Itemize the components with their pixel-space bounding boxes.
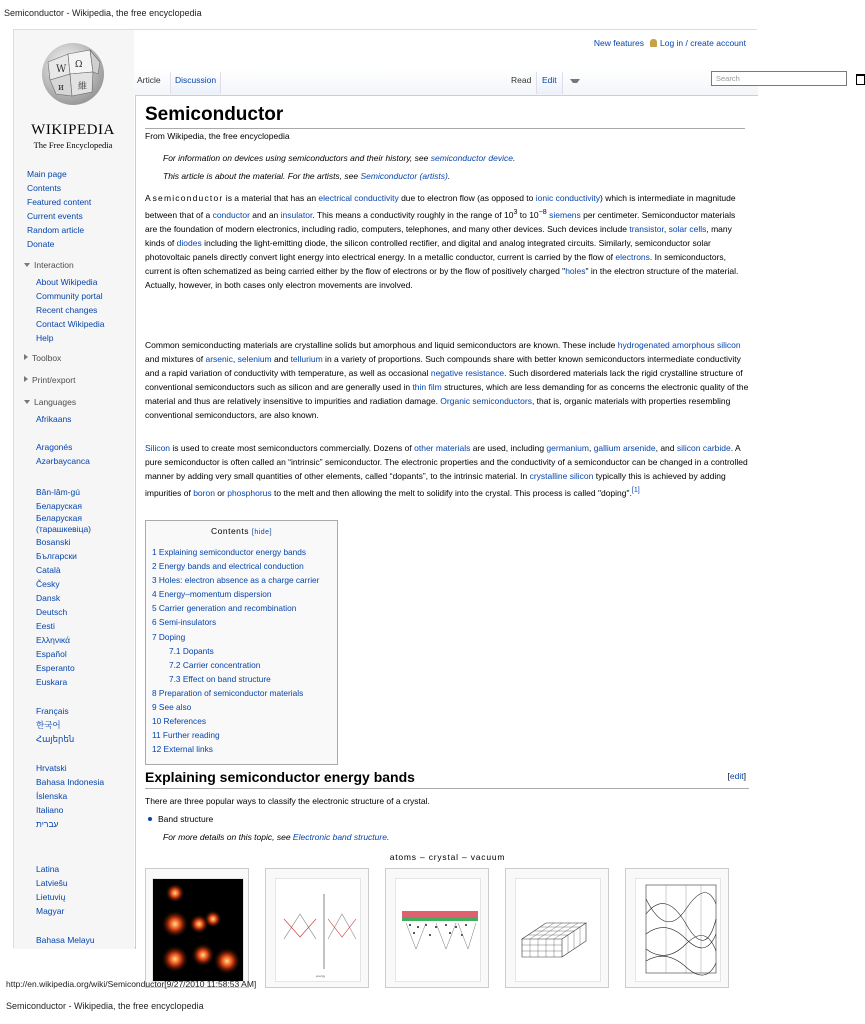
energy-diagram-image	[275, 878, 361, 982]
toc-item[interactable]: 5 Carrier generation and recombination	[152, 603, 297, 614]
nav-donate[interactable]: Donate	[27, 239, 55, 250]
lang-link[interactable]: Deutsch	[36, 607, 68, 617]
inline-link[interactable]: electrical conductivity	[318, 193, 399, 203]
toc-item[interactable]: 7 Doping	[152, 631, 186, 642]
nav-featured-content[interactable]: Featured content	[27, 197, 92, 208]
band-graphic	[396, 879, 482, 983]
lang-link[interactable]: Azərbaycanca	[36, 456, 90, 466]
toc-item[interactable]: 7.1 Dopants	[169, 645, 214, 656]
inline-link[interactable]: siemens	[549, 209, 581, 220]
lang-link[interactable]: Latina	[36, 864, 60, 874]
page-title: Semiconductor	[145, 104, 745, 129]
hatnote-band-structure: For more details on this topic, see Electronic band structure.	[163, 832, 390, 842]
toc-item[interactable]: 6 Semi-insulators	[152, 617, 217, 628]
new-features-link[interactable]: New features	[593, 38, 644, 48]
nav-help[interactable]: Help	[36, 333, 54, 344]
toc-item[interactable]: 4 Energy–momentum dispersion	[152, 589, 272, 600]
lang-link[interactable]: 한국어	[36, 720, 61, 730]
lang-link[interactable]: Français	[36, 706, 69, 716]
portal-toolbox-heading[interactable]: Toolbox	[24, 353, 61, 363]
personal-tools	[594, 38, 746, 48]
paragraph-amorphous: Common semiconducting materials are crystalline solids but amorphous and liquid semiconductors are known. These include hydrogenated amorphous silicon and mixtures of arsenic, selenium and tellurium in a variety of proportions. Such compounds share with better known semiconductors intermediate conductivity and a rapid variation of conductivity with temperature, as well as occasional negative resistance. Such disordered materials lack the rigid crystalline structure of conventional semiconductors such as silicon and are generally used in thin film structures, which are less demanding for as concerns the electronic quality of the material and thus are relatively insensitive to impurities and radiation damage. Organic semiconductors, that is, organic materials with properties resembling conventional semiconductors, are also known.	[145, 340, 749, 420]
nav-contents[interactable]: Contents	[27, 183, 62, 194]
inline-link[interactable]: silicon carbide	[676, 443, 731, 453]
inline-link[interactable]: hydrogenated amorphous silicon	[617, 340, 741, 350]
inline-link[interactable]: other materials	[414, 443, 471, 453]
table-of-contents	[145, 520, 338, 765]
gallery-thumb[interactable]	[385, 868, 489, 988]
lang-link[interactable]: Català	[36, 565, 61, 575]
toc-item[interactable]: 10 References	[152, 716, 206, 727]
hatnote-device: For information on devices using semiconductors and their history, see semiconductor device.	[163, 153, 516, 163]
tab-read[interactable]: Read	[511, 75, 532, 85]
bullet-icon	[148, 817, 152, 821]
edit-link[interactable]: edit	[729, 771, 744, 781]
inline-link[interactable]: negative resistance	[430, 368, 505, 378]
gallery-thumb[interactable]	[145, 868, 249, 988]
gallery-thumb[interactable]	[265, 868, 369, 988]
language-group	[36, 485, 132, 689]
toc-list	[152, 545, 319, 756]
inline-link[interactable]: Organic semiconductors	[440, 396, 532, 406]
language-group	[36, 440, 132, 468]
lang-link[interactable]: Հայերեն	[36, 734, 75, 744]
nav-about-wikipedia[interactable]: About Wikipedia	[36, 277, 98, 287]
tab-edit[interactable]: Edit	[536, 72, 563, 94]
crystal-lattice-image	[515, 878, 601, 982]
nav-community-portal[interactable]: Community portal	[36, 291, 103, 302]
expand-arrow-icon	[24, 354, 28, 360]
nav-recent-changes[interactable]: Recent changes	[36, 305, 98, 316]
inline-link[interactable]: ionic conductivity	[535, 193, 601, 203]
svg-text:и: и	[58, 83, 64, 93]
toc-item[interactable]: 3 Holes: electron absence as a charge carrier	[152, 575, 320, 586]
collapse-arrow-icon	[24, 400, 30, 404]
toc-item[interactable]: 12 External links	[152, 744, 213, 755]
sidebar	[14, 30, 134, 949]
lang-link[interactable]: Български	[36, 551, 77, 561]
toc-item[interactable]: 2 Energy bands and electrical conduction	[152, 561, 304, 572]
lang-link[interactable]: Беларуская	[36, 501, 82, 511]
nav-main-page[interactable]: Main page	[27, 169, 67, 179]
tab-discussion[interactable]: Discussion	[170, 72, 221, 94]
lang-link[interactable]: Беларуская	[36, 513, 82, 523]
inline-link[interactable]: conductor	[212, 209, 250, 220]
svg-text:Ω: Ω	[75, 60, 83, 70]
lang-link[interactable]: Español	[36, 649, 67, 659]
bullet-item: Band structure	[145, 814, 213, 824]
paragraph-silicon: Silicon is used to create most semiconductors commercially. Dozens of other materials are used, including germanium, gallium arsenide, and silicon carbide. A pure semiconductor is often called an “intrinsic” semiconductor. The electronic properties and the conductivity of a semiconductor can be changed in a controlled manner by adding very small quantities of other elements, called “dopants”, to the intrinsic material. In crystalline silicon typically this is achieved by adding impurities of boron or phosphorus to the melt and then allowing the melt to solidify into the crystal. This process is called "doping".[1]	[145, 443, 748, 498]
wikipedia-tagline: The Free Encyclopedia	[33, 140, 113, 150]
section-intro: There are three popular ways to classify the electronic structure of a crystal.	[145, 796, 430, 806]
toc-item[interactable]: 11 Further reading	[152, 730, 220, 741]
toc-item[interactable]: 8 Preparation of semiconductor materials	[152, 687, 304, 698]
gallery-caption: atoms – crystal – vacuum	[389, 852, 506, 862]
lang-link[interactable]: Esperanto	[36, 663, 75, 673]
search-input[interactable]: Search	[711, 71, 847, 86]
toc-title: Contents [hide]	[210, 526, 273, 536]
page-header	[134, 30, 758, 95]
lang-link[interactable]: Bahasa Indonesia	[36, 777, 105, 787]
gallery-thumb[interactable]	[625, 868, 729, 988]
inline-link[interactable]: Silicon	[145, 443, 171, 453]
inline-link[interactable]: gallium arsenide	[593, 443, 656, 453]
inline-link[interactable]: crystalline silicon	[529, 471, 594, 481]
language-group	[36, 761, 132, 831]
toc-item[interactable]: 7.2 Carrier concentration	[169, 659, 261, 670]
inline-link[interactable]: thin film	[412, 382, 442, 392]
article-content	[135, 95, 758, 978]
print-footer-url: http://en.wikipedia.org/wiki/Semiconductor[9/27/2010 11:58:53 AM]	[6, 979, 257, 989]
lang-link[interactable]: Aragonés	[36, 442, 73, 452]
energy-plot-graphic	[276, 879, 362, 983]
nav-random-article[interactable]: Random article	[27, 225, 85, 236]
inline-link[interactable]: holes	[565, 265, 586, 276]
print-footer-title: Semiconductor - Wikipedia, the free encyclopedia	[6, 1001, 204, 1011]
lang-link[interactable]: Dansk	[36, 593, 61, 603]
section-heading: Explaining semiconductor energy bands	[145, 768, 749, 789]
toc-item[interactable]: 7.3 Effect on band structure	[169, 673, 271, 684]
language-group	[36, 412, 132, 426]
login-link[interactable]: Log in / create account	[659, 38, 746, 48]
language-group	[36, 862, 132, 918]
lang-link[interactable]: Euskara	[36, 677, 68, 687]
inline-link[interactable]: germanium	[546, 443, 589, 453]
semiconductor-artists-link[interactable]: Semiconductor (artists)	[360, 171, 448, 181]
inline-link[interactable]: diodes	[176, 237, 202, 248]
inline-link[interactable]: insulator	[280, 209, 313, 220]
lang-link[interactable]: Italiano	[36, 805, 64, 815]
lang-link[interactable]: Ελληνικά	[36, 635, 71, 645]
semiconductor-device-link[interactable]: semiconductor device	[430, 153, 513, 163]
lang-link[interactable]: Bân-lâm-gú	[36, 487, 80, 497]
tab-article[interactable]: Article	[137, 75, 161, 85]
inline-link[interactable]: tellurium	[290, 354, 323, 364]
band-gap-image	[395, 878, 481, 982]
nav-contact-wikipedia[interactable]: Contact Wikipedia	[36, 319, 105, 330]
band-structure-plot-image	[635, 878, 721, 982]
search-icon[interactable]	[856, 74, 865, 85]
lang-link[interactable]: Afrikaans	[36, 414, 72, 424]
expand-arrow-icon	[24, 376, 28, 382]
svg-text:W: W	[56, 64, 67, 75]
lang-link[interactable]: Česky	[36, 579, 60, 589]
wikipedia-globe-icon	[38, 34, 108, 118]
atomic-orbitals-image	[152, 878, 244, 982]
language-group	[36, 704, 132, 746]
portal-languages-heading[interactable]: Languages	[24, 397, 76, 407]
lang-link[interactable]: Latviešu	[36, 878, 68, 888]
lang-link[interactable]: (тарашкевіца)	[36, 524, 92, 534]
print-header: Semiconductor - Wikipedia, the free encyclopedia	[4, 8, 202, 18]
orbital-graphic	[153, 879, 245, 983]
band-structure-graphic	[636, 879, 722, 983]
inline-link[interactable]: phosphorus	[227, 487, 272, 498]
toc-item[interactable]: 1 Explaining semiconductor energy bands	[152, 547, 307, 557]
toc-hide-toggle[interactable]: [hide]	[251, 529, 273, 536]
hatnote-artists: This article is about the material. For the artists, see Semiconductor (artists).	[163, 171, 451, 181]
lang-link[interactable]: עברית	[36, 819, 59, 829]
browser-page	[13, 29, 757, 978]
lang-link[interactable]: Bahasa Melayu	[36, 935, 95, 945]
inline-link[interactable]: selenium	[237, 354, 272, 364]
inline-link[interactable]: transistor	[629, 223, 664, 234]
band-structure-link[interactable]: Electronic band structure	[292, 832, 387, 842]
portal-interaction-heading[interactable]: Interaction	[24, 260, 74, 270]
inline-link[interactable]: boron	[193, 487, 215, 498]
inline-link[interactable]: solar cells	[668, 223, 707, 234]
lattice-graphic	[516, 879, 602, 983]
lang-link[interactable]: Hrvatski	[36, 763, 67, 773]
lang-link[interactable]: Íslenska	[36, 791, 68, 801]
toc-item[interactable]: 9 See also	[152, 702, 192, 713]
svg-text:維: 維	[78, 82, 88, 92]
gallery-thumb[interactable]	[505, 868, 609, 988]
lang-link[interactable]: Bosanski	[36, 537, 71, 547]
site-subtitle: From Wikipedia, the free encyclopedia	[145, 131, 290, 141]
inline-link[interactable]: arsenic	[205, 354, 233, 364]
paragraph-intro: A semiconductor is a material that has an electrical conductivity due to electron flow (as opposed to ionic conductivity) which is intermediate in magnitude between that of a conductor and an insulator. This means a conductivity roughly in the range of $10^3$ to $10^{-8}$ siemens per centimeter. Semiconductor materials are the foundation of modern electronics, including radio, computers, telephones, and many other devices. Such devices include transistor, solar cells, many kinds of diodes including the light-emitting diode, the silicon controlled rectifier, and digital and analog integrated circuits. Similarly, semiconductor solar photovoltaic panels directly convert light energy into electrical energy. In a metallic conductor, current is carried by the flow of electrons. In semiconductors, current is often schematized as being carried either by the flow of electrons or by the flow of positively charged "holes" in the electron structure of the material. Actually, however, in both cases only electron movements are involved.	[145, 193, 739, 290]
navigation-portal	[27, 167, 132, 252]
user-icon	[650, 39, 657, 47]
citation-link[interactable]: [1]	[631, 486, 640, 494]
portal-interaction-list	[36, 275, 132, 345]
nav-current-events[interactable]: Current events	[27, 211, 83, 222]
lang-link[interactable]: Magyar	[36, 906, 65, 916]
language-group	[36, 933, 132, 947]
portal-print-heading[interactable]: Print/export	[24, 375, 75, 385]
lang-link[interactable]: Eesti	[36, 621, 55, 631]
inline-link[interactable]: electrons	[615, 251, 650, 262]
lang-link[interactable]: Lietuvių	[36, 892, 66, 902]
wikipedia-logo[interactable]	[18, 34, 128, 154]
svg-text:energy: energy	[316, 974, 326, 978]
chevron-down-icon	[570, 79, 580, 83]
collapse-arrow-icon	[24, 263, 30, 267]
wikipedia-wordmark: WIKIPEDIA	[31, 122, 115, 138]
section-edit-link[interactable]: [edit]	[727, 771, 746, 781]
